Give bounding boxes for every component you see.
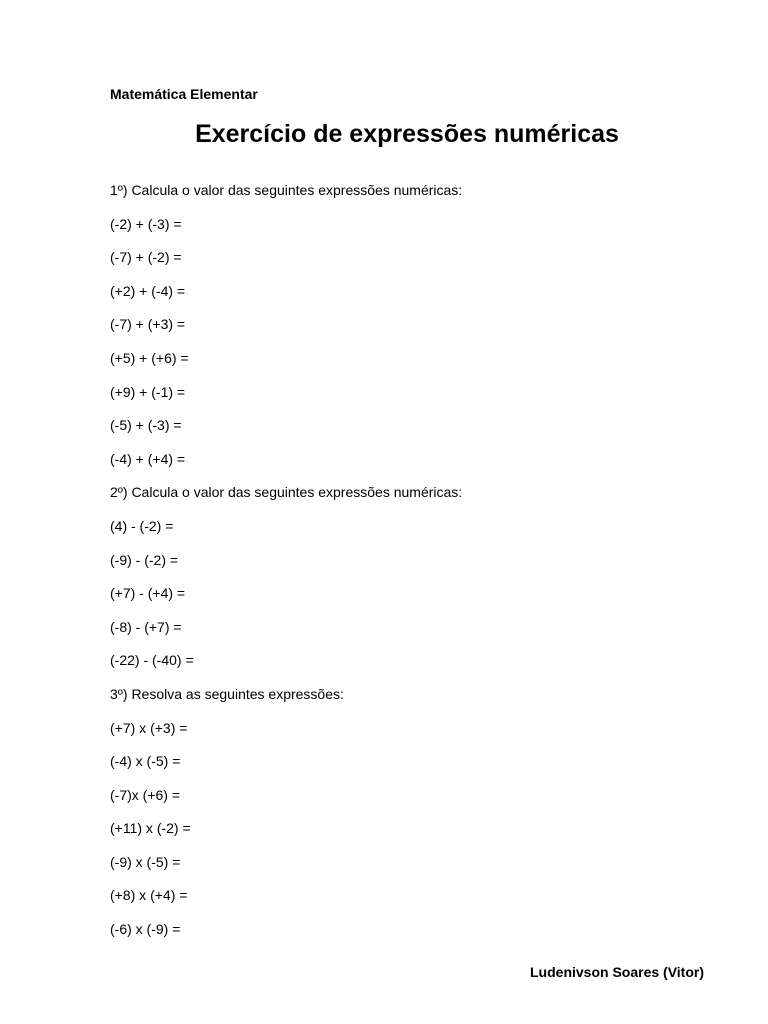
expression-line: (-4) x (-5) =: [110, 753, 181, 770]
expression-line: (-7) + (-2) =: [110, 249, 182, 266]
expression-line: (-9) x (-5) =: [110, 853, 181, 870]
subject-heading: Matemática Elementar: [110, 86, 258, 102]
section-3-prompt: 3º) Resolva as seguintes expressões:: [110, 685, 344, 702]
expression-line: (+2) + (-4) =: [110, 282, 186, 299]
expression-line: (-2) + (-3) =: [110, 215, 182, 232]
expression-line: (+11) x (-2) =: [110, 820, 191, 837]
section-1-prompt: 1º) Calcula o valor das seguintes expressões numéricas:: [110, 182, 463, 198]
expression-line: (-9) - (-2) =: [110, 551, 179, 568]
expression-line: (-22) - (-40) =: [110, 652, 194, 669]
exercise-list: [110, 180, 670, 953]
page-title: Exercício de expressões numéricas: [195, 120, 619, 148]
expression-line: (+7) x (+3) =: [110, 719, 188, 736]
author-signature: Ludenivson Soares (Vitor): [530, 964, 704, 980]
expression-line: (-6) x (-9) =: [110, 921, 181, 938]
expression-line: (4) - (-2) =: [110, 517, 174, 534]
expression-line: (+5) + (+6) =: [110, 349, 189, 366]
expression-line: (-4) + (+4) =: [110, 450, 186, 467]
expression-line: (+7) - (+4) =: [110, 585, 186, 602]
expression-line: (+8) x (+4) =: [110, 887, 188, 904]
expression-line: (-5) + (-3) =: [110, 417, 182, 434]
section-2-prompt: 2º) Calcula o valor das seguintes expressões numéricas:: [110, 484, 463, 501]
expression-line: (-8) - (+7) =: [110, 618, 182, 635]
expression-line: (-7) + (+3) =: [110, 316, 186, 333]
expression-line: (-7)x (+6) =: [110, 786, 181, 803]
expression-line: (+9) + (-1) =: [110, 383, 186, 400]
